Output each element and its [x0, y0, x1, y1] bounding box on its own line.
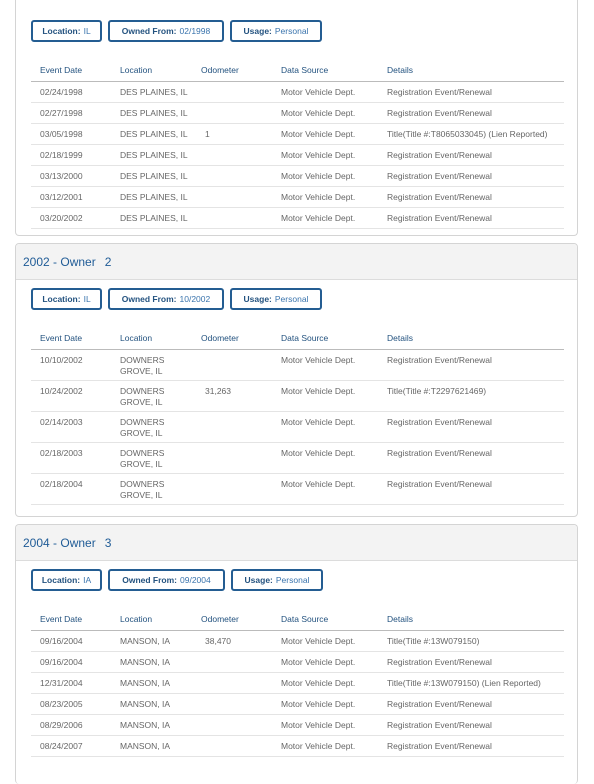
owner-title: 2004 - Owner: [23, 535, 96, 550]
col-details: Details: [387, 58, 564, 82]
col-data-source: Data Source: [281, 58, 387, 82]
owner-3-summary: [16, 561, 577, 597]
usage-pill: Usage: Personal: [230, 288, 322, 310]
col-details: Details: [387, 607, 564, 631]
owner-number: 2: [104, 254, 112, 269]
table-row: 08/23/2005 MANSON, IA Motor Vehicle Dept. Registration Event/Renewal: [31, 694, 564, 715]
col-event-date: Event Date: [31, 58, 120, 82]
table-row: 09/16/2004 MANSON, IA 38,470 Motor Vehicle Dept. Title(Title #:13W079150): [31, 631, 564, 652]
table-row: 02/18/2003 DOWNERS GROVE, IL Motor Vehicle Dept. Registration Event/Renewal: [31, 443, 564, 474]
table-row: 02/27/1998 DES PLAINES, IL Motor Vehicle Dept. Registration Event/Renewal: [31, 103, 564, 124]
col-location: Location: [120, 607, 201, 631]
owner-number: 3: [104, 535, 112, 550]
table-row: 03/20/2002 DES PLAINES, IL Motor Vehicle Dept. Registration Event/Renewal: [31, 208, 564, 229]
owner-3-card: [15, 524, 578, 784]
location-pill: Location: IL: [31, 20, 102, 42]
col-data-source: Data Source: [281, 326, 387, 350]
col-location: Location: [120, 58, 201, 82]
table-row: 03/05/1998 DES PLAINES, IL 1 Motor Vehicle Dept. Title(Title #:T8065033045) (Lien Reported): [31, 124, 564, 145]
owned-from-pill: Owned From: 09/2004: [108, 569, 225, 591]
table-row: 02/14/2003 DOWNERS GROVE, IL Motor Vehicle Dept. Registration Event/Renewal: [31, 412, 564, 443]
table-row: 10/24/2002 DOWNERS GROVE, IL 31,263 Motor Vehicle Dept. Title(Title #:T2297621469): [31, 381, 564, 412]
table-row: 10/10/2002 DOWNERS GROVE, IL Motor Vehicle Dept. Registration Event/Renewal: [31, 350, 564, 381]
owned-from-pill: Owned From: 10/2002: [108, 288, 224, 310]
table-row: 08/24/2007 MANSON, IA Motor Vehicle Dept. Registration Event/Renewal: [31, 736, 564, 757]
table-row: 09/16/2004 MANSON, IA Motor Vehicle Dept. Registration Event/Renewal: [31, 652, 564, 673]
col-event-date: Event Date: [31, 326, 120, 350]
table-row: 02/24/1998 DES PLAINES, IL Motor Vehicle Dept. Registration Event/Renewal: [31, 82, 564, 103]
location-pill: Location: IL: [31, 288, 102, 310]
owned-from-pill: Owned From: 02/1998: [108, 20, 224, 42]
table-row: 03/13/2000 DES PLAINES, IL Motor Vehicle Dept. Registration Event/Renewal: [31, 166, 564, 187]
usage-pill: Usage: Personal: [231, 569, 323, 591]
col-odometer: Odometer: [201, 326, 281, 350]
table-row: 02/18/1999 DES PLAINES, IL Motor Vehicle Dept. Registration Event/Renewal: [31, 145, 564, 166]
owner-2-header: [16, 244, 577, 280]
owner-1-summary: [16, 12, 577, 48]
owner-2-card: [15, 243, 578, 517]
owner-1-card: [15, 0, 578, 236]
table-row: 03/12/2001 DES PLAINES, IL Motor Vehicle Dept. Registration Event/Renewal: [31, 187, 564, 208]
col-data-source: Data Source: [281, 607, 387, 631]
usage-pill: Usage: Personal: [230, 20, 322, 42]
table-row: 12/31/2004 MANSON, IA Motor Vehicle Dept. Title(Title #:13W079150) (Lien Reported): [31, 673, 564, 694]
col-odometer: Odometer: [201, 58, 281, 82]
location-pill: Location: IA: [31, 569, 102, 591]
owner-title: 2002 - Owner: [23, 254, 96, 269]
table-row: 02/18/2004 DOWNERS GROVE, IL Motor Vehicle Dept. Registration Event/Renewal: [31, 474, 564, 505]
table-row: 08/29/2006 MANSON, IA Motor Vehicle Dept. Registration Event/Renewal: [31, 715, 564, 736]
owner-3-header: [16, 525, 577, 561]
col-odometer: Odometer: [201, 607, 281, 631]
col-location: Location: [120, 326, 201, 350]
event-table: [31, 607, 564, 757]
event-table: [31, 326, 564, 505]
owner-2-summary: [16, 280, 577, 316]
col-event-date: Event Date: [31, 607, 120, 631]
col-details: Details: [387, 326, 564, 350]
event-table: [31, 58, 564, 229]
